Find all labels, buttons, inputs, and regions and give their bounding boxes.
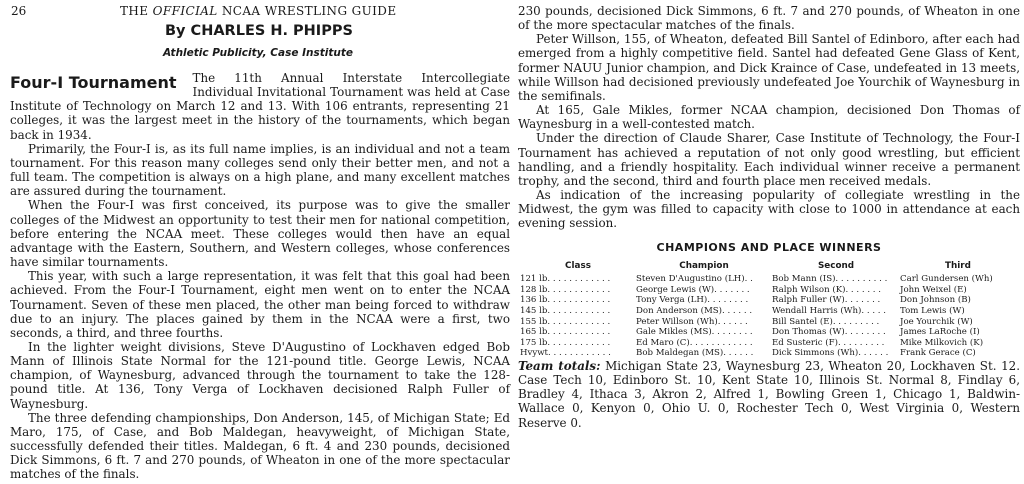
weight-class: 128 lb. . . . . . . . . . . . (520, 284, 611, 295)
running-head-emphasis: OFFICIAL (152, 4, 218, 18)
weight-class: 145 lb. . . . . . . . . . . . (520, 306, 611, 317)
page-number: 26 (11, 4, 27, 18)
paragraph: This year, with such a large representation, it was felt that this goal had been achieved. From the Four-I Tournament, eight men went on to enter the NCAA Tournament. Seven of these men placed, the other man being forced to withdraw due to an injury. The places gained by them in the NCAA were a first, two seconds, a third, and three fourths. (10, 269, 510, 340)
running-head (120, 4, 396, 18)
third-place: Carl Gundersen (Wh) (900, 274, 993, 285)
champion: Bob Maldegan (MS). . . . . . (636, 348, 754, 359)
paragraph-continuation: 230 pounds, decisioned Dick Simmons, 6 ft. 7 and 270 pounds, of Wheaton in one of the more spectacular matches of the finals. (518, 4, 1020, 33)
table-row (520, 348, 1016, 359)
column-header-second: Second (817, 260, 855, 271)
second-place: Ed Susteric (F). . . . . . . . . (772, 337, 885, 348)
weight-class: 155 lb. . . . . . . . . . . . (520, 316, 611, 327)
table-row (520, 338, 1016, 349)
right-column (518, 4, 1020, 430)
third-place: Don Johnson (B) (900, 295, 971, 306)
article-title: Four-I Tournament (10, 73, 177, 92)
column-header-third: Third (945, 260, 971, 271)
left-column (10, 71, 510, 482)
champion: Don Anderson (MS). . . . . . (636, 306, 753, 317)
weight-class: 175 lb. . . . . . . . . . . . (520, 337, 611, 348)
column-header-class: Class (565, 260, 591, 271)
weight-class: 165 lb. . . . . . . . . . . . (520, 327, 611, 338)
table-row (520, 306, 1016, 317)
team-totals (518, 359, 1020, 430)
third-place: James LaRoche (I) (900, 327, 980, 338)
running-head-prefix: THE (120, 4, 153, 18)
paragraph: Peter Willson, 155, of Wheaton, defeated Bill Santel of Edinboro, after each had emerged from a highly competitive field. Santel had defeated Gene Glass of Kent, former NAUU Junior champion, and Dick Kraince of Case, undefeated in 13 meets, while Willson had decisioned previously undefeated Joe Yourchik of Waynesburg in the semifinals. (518, 32, 1020, 103)
third-place: Joe Yourchik (W) (900, 316, 973, 327)
second-place: Ralph Fuller (W). . . . . . . (772, 295, 881, 306)
third-place: Tom Lewis (W) (900, 306, 965, 317)
second-place: Wendall Harris (Wh). . . . . (772, 306, 886, 317)
champion: Peter Willson (Wh). . . . . . (636, 316, 748, 327)
author-affiliation: Athletic Publicity, Case Institute (163, 47, 353, 59)
table-row (520, 327, 1016, 338)
second-place: Don Thomas (W). . . . . . . . (772, 327, 886, 338)
champion: George Lewis (W). . . . . . . (636, 284, 750, 295)
team-totals-text: Michigan State 23, Waynesburg 23, Wheaton 20, Lockhaven St. 12. Case Tech 10, Edinboro St. 10, Kent State 10, Illinois St. Normal 8, Findlay 6, Bradley 4, Ithaca 3, Akron 2, Alfred 1, Bowling Green 1, Chicago 1, Baldwin-Wallace 0, Kenyon 0, Ohio U. 0, Rochester Tech 0, West Virginia 0, Western Reserve 0. (518, 359, 1020, 430)
second-place: Bill Santel (E). . . . . . . . . (772, 316, 880, 327)
third-place: Mike Milkovich (K) (900, 337, 984, 348)
table-row (520, 317, 1016, 328)
paragraph: As indication of the increasing popularity of collegiate wrestling in the Midwest, the gym was filled to capacity with close to 1000 in attendance at each evening session. (518, 188, 1020, 231)
second-place: Dick Simmons (Wh). . . . . . (772, 348, 889, 359)
champion: Tony Verga (LH). . . . . . . . (636, 295, 749, 306)
running-head-suffix: NCAA WRESTLING GUIDE (217, 4, 397, 18)
paragraph: When the Four-I was first conceived, its purpose was to give the smaller colleges of the Midwest an opportunity to test their men for national competition, before entering the NCAA meet. These colleges would then have an equal advantage with the Eastern, Southern, and Western colleges, whose conferences have similar tournaments. (10, 198, 510, 270)
second-place: Bob Mann (IS). . . . . . . . . . (772, 274, 888, 285)
champion: Gale Mikles (MS). . . . . . . . (636, 327, 753, 338)
weight-class: 121 lb. . . . . . . . . . . . (520, 274, 611, 285)
team-totals-label: Team totals: (518, 359, 601, 373)
paragraph-intro (10, 71, 510, 142)
table-row (520, 285, 1016, 296)
second-place: Ralph Wilson (K). . . . . . . (772, 284, 881, 295)
table-row (520, 274, 1016, 285)
column-header-champion: Champion (679, 260, 729, 271)
weight-class: 136 lb. . . . . . . . . . . . (520, 295, 611, 306)
third-place: Frank Gerace (C) (900, 348, 976, 359)
table-row (520, 295, 1016, 306)
third-place: John Weixel (E) (900, 284, 967, 295)
paragraph: Primarily, the Four-I is, as its full name implies, is an individual and not a team tournament. For this reason many colleges send only their better men, and not a full team. The competition is always on a high plane, and many excellent matches are assured during the tournament. (10, 141, 510, 199)
champion: Ed Maro (C). . . . . . . . . . . . (636, 337, 753, 348)
paragraph: The three defending championships, Don Anderson, 145, of Michigan State; Ed Maro, 175, of Case, and Bob Maldegan, heavyweight, of Michigan State, successfully defended their titles. Maldegan, 6 ft. 4 and 230 pounds, decisioned Dick Simmons, 6 ft. 7 and 270 pounds, of Wheaton in one of the more spectacular matches of the finals. (10, 410, 510, 482)
paragraph: In the lighter weight divisions, Steve D'Augustino of Lockhaven edged Bob Mann of Illinois State Normal for the 121-pound title. George Lewis, NCAA champion, of Waynesburg, advanced through the tournament to take the 128-pound title. At 136, Tony Verga of Lockhaven decisioned Ralph Fuller of Waynesburg. (10, 339, 510, 411)
paragraph: At 165, Gale Mikles, former NCAA champion, decisioned Don Thomas of Waynesburg in a well-contested match. (518, 103, 1020, 132)
paragraph: Under the direction of Claude Sharer, Case Institute of Technology, the Four-I Tournament has achieved a reputation of not only good wrestling, but efficient handling, and a friendly hospitality. Each individual winner receive a permanent trophy, and the second, third and fourth place men received medals. (518, 131, 1020, 188)
winners-table-title: CHAMPIONS AND PLACE WINNERS (656, 240, 882, 254)
winners-table (520, 261, 1016, 359)
weight-class: Hvywt. . . . . . . . . . . . (520, 348, 611, 359)
byline: By CHARLES H. PHIPPS (165, 23, 353, 39)
champion: Steven D'Augustino (LH). . (636, 274, 753, 285)
paragraph-text: The 11th Annual Interstate Intercollegiate Individual Invitational Tournament was held at Case Institute of Technology on March 12 and 13. With 106 entrants, representing 21 colleges, it was the largest meet in the history of the tournaments, which began back in 1934. (10, 71, 510, 142)
winners-table-header-row (520, 261, 1016, 275)
